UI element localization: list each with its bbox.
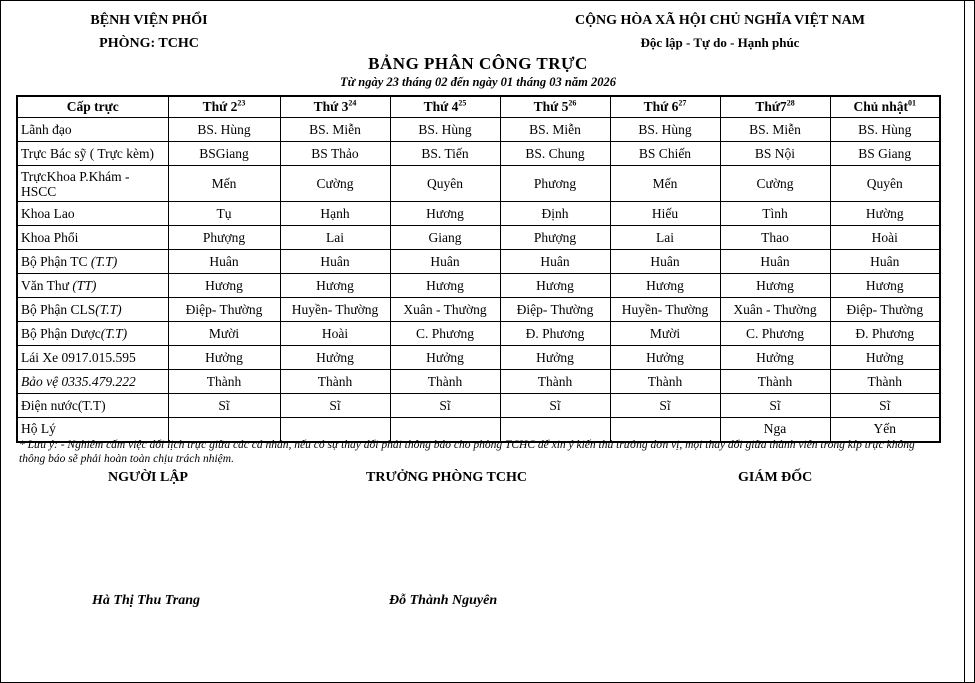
duty-cell: BS. Miễn: [720, 118, 830, 142]
duty-cell: BS Thảo: [280, 142, 390, 166]
duty-label: Khoa Phổi: [17, 226, 168, 250]
duty-label: Trực Bác sỹ ( Trực kèm): [17, 142, 168, 166]
duty-roster-table: [16, 95, 941, 443]
duty-cell: BS. Chung: [500, 142, 610, 166]
duty-label: Khoa Lao: [17, 202, 168, 226]
duty-label: Văn Thư (TT): [17, 274, 168, 298]
duty-cell: BS. Hùng: [610, 118, 720, 142]
duty-cell: Lai: [610, 226, 720, 250]
day-header: Thứ $2^{23}$: [168, 96, 280, 118]
day-header: Thứ $5^{26}$: [500, 96, 610, 118]
department-name: PHÒNG: TCHC: [99, 36, 199, 51]
duty-cell: Cường: [280, 166, 390, 202]
hospital-name: BỆNH VIỆN PHỔI: [90, 13, 208, 28]
duty-cell: C. Phương: [720, 322, 830, 346]
duty-cell: BS Giang: [830, 142, 940, 166]
duty-cell: C. Phương: [390, 322, 500, 346]
duty-cell: Điệp- Thường: [500, 298, 610, 322]
duty-cell: Huyền- Thường: [280, 298, 390, 322]
duty-cell: Xuân - Thường: [720, 298, 830, 322]
duty-cell: Thao: [720, 226, 830, 250]
duty-label: Bộ Phận TC (T.T): [17, 250, 168, 274]
duty-cell: Thành: [500, 370, 610, 394]
duty-cell: Sĩ: [390, 394, 500, 418]
duty-cell: Thành: [830, 370, 940, 394]
duty-cell: Hưởng: [168, 346, 280, 370]
duty-cell: Nga: [720, 418, 830, 442]
duty-cell: Sĩ: [610, 394, 720, 418]
head-of-dept-name: Đỗ Thành Nguyên: [389, 593, 498, 608]
duty-cell: Hương: [168, 274, 280, 298]
duty-cell: Đ. Phương: [500, 322, 610, 346]
duty-cell: BSGiang: [168, 142, 280, 166]
duty-cell: Huân: [500, 250, 610, 274]
table-row: [17, 370, 940, 394]
duty-cell: Hưởng: [500, 346, 610, 370]
duty-cell: Sĩ: [720, 394, 830, 418]
duty-cell: Điệp- Thường: [830, 298, 940, 322]
duty-label: Bộ Phận Dược(T.T): [17, 322, 168, 346]
duty-cell: Quyên: [830, 166, 940, 202]
director-title: GIÁM ĐỐC: [738, 470, 813, 485]
duty-cell: Hương: [280, 274, 390, 298]
duty-label: Lái Xe 0917.015.595: [17, 346, 168, 370]
duty-cell: Sĩ: [830, 394, 940, 418]
duty-cell: BS Nội: [720, 142, 830, 166]
date-range: Từ ngày 23 tháng 02 đến ngày 01 tháng 03 năm 2026: [340, 75, 616, 89]
duty-cell: Xuân - Thường: [390, 298, 500, 322]
duty-cell: Huyền- Thường: [610, 298, 720, 322]
duty-cell: Đ. Phương: [830, 322, 940, 346]
duty-cell: BS. Hùng: [390, 118, 500, 142]
duty-cell: Hiếu: [610, 202, 720, 226]
duty-cell: BS. Miễn: [500, 118, 610, 142]
duty-cell: BS Chiến: [610, 142, 720, 166]
day-header: $Thứ7^{28}$: [720, 96, 830, 118]
duty-cell: BS. Hùng: [830, 118, 940, 142]
duty-cell: Quyên: [390, 166, 500, 202]
duty-cell: Hương: [390, 202, 500, 226]
duty-cell: Mười: [168, 322, 280, 346]
duty-label: Hộ Lý: [17, 418, 168, 442]
table-row: [17, 346, 940, 370]
duty-cell: Mười: [610, 322, 720, 346]
duty-cell: Hưởng: [830, 346, 940, 370]
duty-cell: Thành: [610, 370, 720, 394]
duty-label: Điện nước(T.T): [17, 394, 168, 418]
head-of-dept-title: TRƯỞNG PHÒNG TCHC: [366, 470, 528, 485]
duty-cell: Hoài: [280, 322, 390, 346]
duty-cell: Điệp- Thường: [168, 298, 280, 322]
duty-cell: Lai: [280, 226, 390, 250]
corner-header: Cấp trực: [17, 96, 168, 118]
duty-cell: BS. Hùng: [168, 118, 280, 142]
duty-label: Lãnh đạo: [17, 118, 168, 142]
duty-cell: Hưởng: [390, 346, 500, 370]
duty-cell: Phượng: [500, 226, 610, 250]
duty-cell: Hương: [720, 274, 830, 298]
duty-cell: Huân: [610, 250, 720, 274]
table-row: [17, 142, 940, 166]
notice-text: * Lưu ý: - Nghiêm cấm việc đổi lịch trực giữa các cá nhân, nếu có sự thay đổi phải thông báo cho phòng TCHC để xin ý kiến thủ trưởng đơn vị, mọi thay đổi giữa thành viên trong kíp trực không thông báo sẽ phải hoàn toàn chịu trách nhiệm.: [19, 439, 915, 465]
duty-cell: Thành: [168, 370, 280, 394]
duty-cell: Huân: [280, 250, 390, 274]
duty-cell: Định: [500, 202, 610, 226]
preparer-name: Hà Thị Thu Trang: [92, 593, 201, 608]
table-row: [17, 202, 940, 226]
day-header: Thứ $3^{24}$: [280, 96, 390, 118]
duty-cell: Thành: [280, 370, 390, 394]
duty-cell: Sĩ: [280, 394, 390, 418]
duty-cell: Sĩ: [500, 394, 610, 418]
duty-cell: Huân: [720, 250, 830, 274]
table-row: [17, 226, 940, 250]
duty-cell: Huân: [830, 250, 940, 274]
duty-cell: Yến: [830, 418, 940, 442]
duty-cell: Phượng: [168, 226, 280, 250]
roster-body: [17, 118, 940, 442]
duty-cell: BS. Miễn: [280, 118, 390, 142]
duty-cell: Hưởng: [610, 346, 720, 370]
national-motto: Độc lập - Tự do - Hạnh phúc: [640, 35, 800, 50]
preparer-title: NGƯỜI LẬP: [108, 470, 188, 485]
duty-cell: Thành: [390, 370, 500, 394]
duty-cell: Hưởng: [720, 346, 830, 370]
duty-cell: BS. Tiến: [390, 142, 500, 166]
duty-cell: Hương: [610, 274, 720, 298]
national-title: CỘNG HÒA XÃ HỘI CHỦ NGHĨA VIỆT NAM: [574, 13, 865, 28]
day-header: Chủ nhật$^{01}$: [830, 96, 940, 118]
duty-cell: Mến: [168, 166, 280, 202]
day-header: Thứ $6^{27}$: [610, 96, 720, 118]
table-row: [17, 166, 940, 202]
duty-cell: Huân: [168, 250, 280, 274]
table-row: [17, 298, 940, 322]
header-row: [17, 96, 940, 118]
duty-cell: Hạnh: [280, 202, 390, 226]
duty-cell: Cường: [720, 166, 830, 202]
table-row: [17, 394, 940, 418]
duty-label: TrựcKhoa P.Khám - HSCC: [17, 166, 168, 202]
duty-cell: Tình: [720, 202, 830, 226]
duty-cell: Hương: [830, 274, 940, 298]
page-edge-line: [964, 0, 965, 683]
duty-cell: Mến: [610, 166, 720, 202]
document-title: BẢNG PHÂN CÔNG TRỰC: [368, 54, 588, 73]
duty-cell: Hường: [830, 202, 940, 226]
duty-cell: Giang: [390, 226, 500, 250]
table-row: [17, 322, 940, 346]
table-row: [17, 118, 940, 142]
duty-cell: Hưởng: [280, 346, 390, 370]
duty-label: Bộ Phận CLS(T.T): [17, 298, 168, 322]
duty-cell: Hương: [390, 274, 500, 298]
duty-cell: Hoài: [830, 226, 940, 250]
duty-cell: Huân: [390, 250, 500, 274]
duty-cell: Tụ: [168, 202, 280, 226]
duty-cell: Sĩ: [168, 394, 280, 418]
duty-cell: Phương: [500, 166, 610, 202]
duty-label: Bảo vệ 0335.479.222: [17, 370, 168, 394]
duty-cell: Hương: [500, 274, 610, 298]
table-row: [17, 250, 940, 274]
duty-cell: Thành: [720, 370, 830, 394]
day-header: Thứ $4^{25}$: [390, 96, 500, 118]
table-row: [17, 274, 940, 298]
